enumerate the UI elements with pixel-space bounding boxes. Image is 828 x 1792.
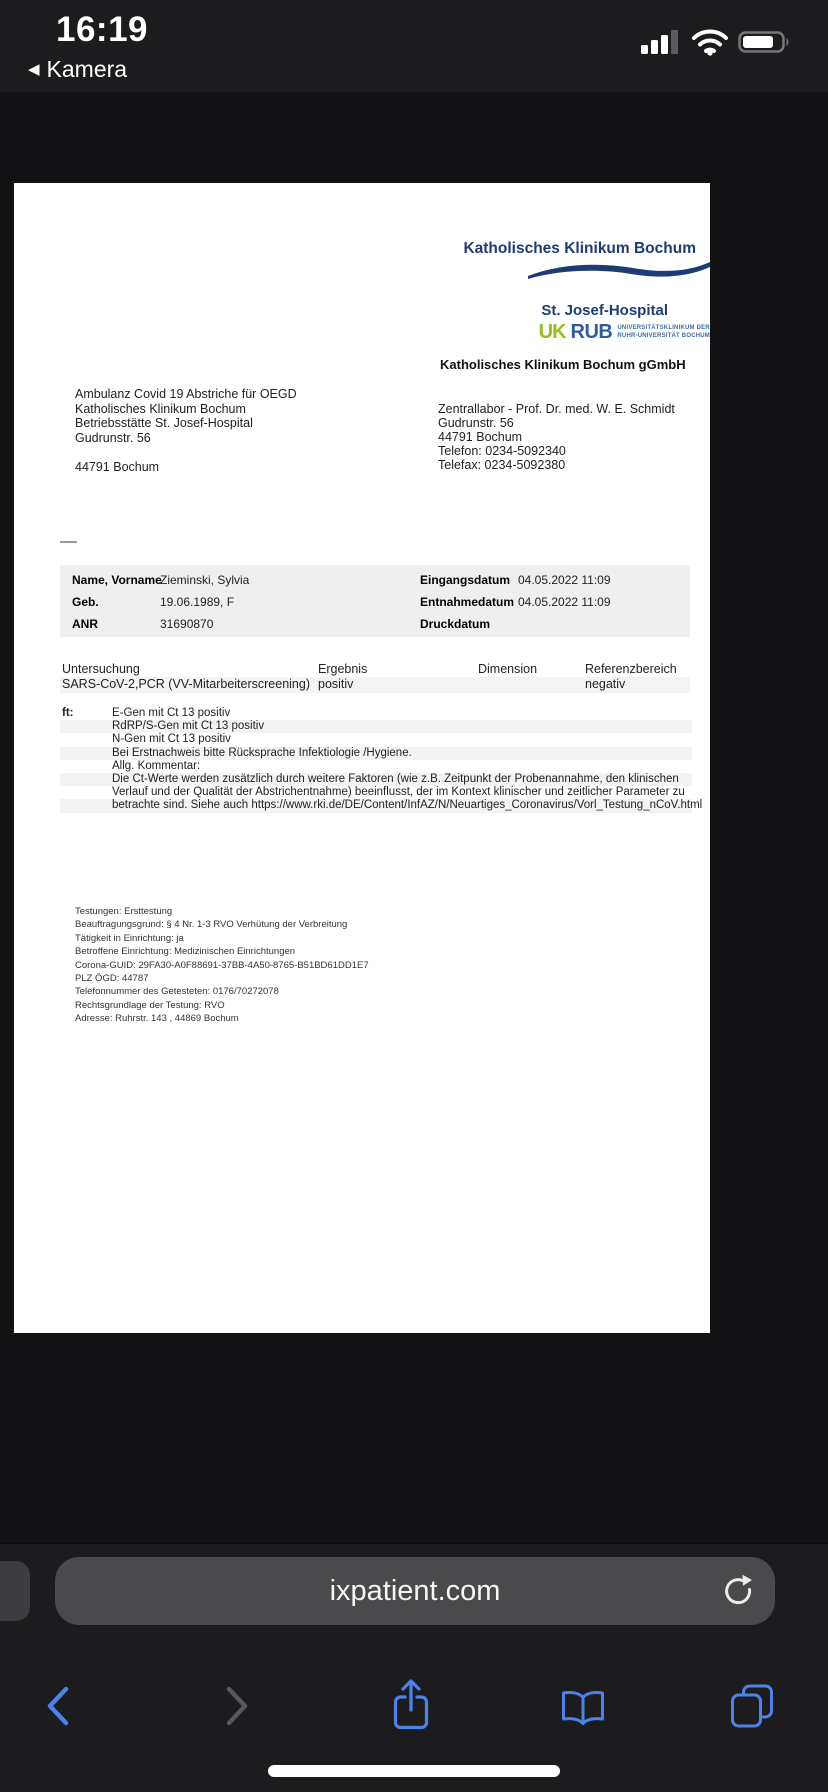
status-bar bbox=[0, 0, 828, 92]
back-to-app-icon: ◀ bbox=[28, 61, 40, 78]
patient-name-label: Name, Vorname bbox=[72, 573, 162, 587]
forward-button[interactable] bbox=[219, 1683, 255, 1729]
detail-line: Betroffene Einrichtung: Medizinischen Einrichtungen bbox=[75, 946, 296, 958]
hospital-name: St. Josef-Hospital bbox=[541, 302, 668, 319]
detail-line: Corona-GUID: 29FA30-A0F88691-37BB-4A50-8765-B51BD61DD1E7 bbox=[75, 959, 369, 971]
receipt-date-label: Eingangsdatum bbox=[420, 573, 511, 587]
col-referenzbereich: Referenzbereich bbox=[585, 662, 677, 676]
sample-date-label: Entnahmedatum bbox=[420, 595, 515, 609]
detail-line: Tätigkeit in Einrichtung: ja bbox=[75, 932, 184, 944]
rub-logo-text: RUB bbox=[570, 321, 613, 343]
detail-line: Testungen: Ersttestung bbox=[75, 906, 173, 917]
document-page bbox=[14, 183, 710, 1333]
uk-logo-text: UK bbox=[538, 321, 566, 343]
footnote-line: RdRP/S-Gen mit Ct 13 positiv bbox=[60, 720, 692, 733]
detail-line: Rechtsgrundlage der Testung: RVO bbox=[75, 999, 225, 1011]
patient-dob-value: 19.06.1989, F bbox=[160, 595, 235, 609]
detail-line: Adresse: Ruhrstr. 143 , 44869 Bochum bbox=[75, 1013, 239, 1025]
col-untersuchung: Untersuchung bbox=[62, 662, 140, 676]
share-button[interactable] bbox=[390, 1677, 432, 1731]
col-ergebnis: Ergebnis bbox=[318, 662, 368, 676]
patient-anr-value: 31690870 bbox=[160, 617, 214, 631]
footnote-line: Die Ct-Werte werden zusätzlich durch weitere Faktoren (wie z.B. Zeitpunkt der Probenannahme, den klinischen bbox=[60, 773, 692, 786]
patient-info-table bbox=[60, 565, 690, 637]
lab-address: Zentrallabor - Prof. Dr. med. W. E. Schmidt Gudrunstr. 56 44791 Bochum Telefon: 0234-5092340 Telefax: 0234-5092380 bbox=[438, 402, 675, 472]
clock: 16:19 bbox=[56, 10, 149, 49]
footnote-block bbox=[60, 707, 703, 813]
receipt-date-value: 04.05.2022 11:09 bbox=[518, 573, 611, 587]
back-to-app-label: Kamera bbox=[46, 56, 128, 82]
logo-swoosh bbox=[528, 260, 710, 286]
sender-address: Ambulanz Covid 19 Abstriche für OEGD Katholisches Klinikum Bochum Betriebsstätte St. Josef-Hospital Gudrunstr. 56 44791 Bochum bbox=[75, 387, 297, 474]
previous-tab-peek[interactable] bbox=[0, 1561, 30, 1621]
col-dimension: Dimension bbox=[478, 662, 538, 676]
footnote-line: E-Gen mit Ct 13 positiv bbox=[112, 707, 231, 719]
bookmarks-button[interactable] bbox=[557, 1687, 609, 1727]
wifi-icon bbox=[691, 28, 729, 56]
patient-name-value: Zieminski, Sylvia bbox=[160, 573, 250, 587]
detail-line: Telefonnummer des Getesteten: 0176/70272078 bbox=[75, 986, 279, 998]
result-test: SARS-CoV-2,PCR (VV-Mitarbeiterscreening) bbox=[62, 677, 310, 691]
safari-bottom-bar bbox=[0, 1543, 828, 1792]
footnote-line: Verlauf und der Qualität der Abstrichentnahme) beeinflusst, der im Kontext klinischer und zeitlicher Parameter zu bbox=[112, 786, 685, 799]
reload-icon[interactable] bbox=[721, 1574, 755, 1608]
tabs-button[interactable] bbox=[729, 1683, 775, 1729]
back-button[interactable] bbox=[40, 1683, 76, 1729]
result-value: positiv bbox=[318, 677, 354, 691]
test-details-block bbox=[75, 905, 369, 1026]
sample-date-value: 04.05.2022 11:09 bbox=[518, 595, 611, 609]
clinic-name: Katholisches Klinikum Bochum bbox=[463, 240, 696, 257]
logo-caption: UNIVERSITÄTSKLINIKUM DER RUHR-UNIVERSITÄT BOCHUM bbox=[617, 325, 710, 339]
footnote-line: Allg. Kommentar: bbox=[112, 759, 201, 772]
ukrub-logo bbox=[539, 321, 710, 344]
fold-mark bbox=[60, 541, 77, 543]
url-text: ixpatient.com bbox=[329, 1574, 501, 1607]
footnote-line: N-Gen mit Ct 13 positiv bbox=[112, 733, 231, 746]
home-indicator[interactable] bbox=[268, 1765, 560, 1777]
patient-anr-label: ANR bbox=[72, 617, 98, 631]
result-reference: negativ bbox=[585, 677, 626, 691]
detail-line: Beauftragungsgrund: § 4 Nr. 1-3 RVO Verhütung der Verbreitung bbox=[75, 919, 348, 931]
footnote-line: Bei Erstnachweis bitte Rücksprache Infektiologie /Hygiene. bbox=[60, 747, 692, 760]
result-row bbox=[60, 677, 690, 693]
battery-icon bbox=[738, 28, 794, 56]
patient-dob-label: Geb. bbox=[72, 595, 99, 609]
back-to-app-button[interactable] bbox=[28, 56, 127, 83]
footnote-label: ft: bbox=[62, 707, 74, 719]
url-bar[interactable] bbox=[55, 1557, 775, 1625]
cellular-signal-icon bbox=[640, 28, 682, 56]
footnote-line: betrachte sind. Siehe auch https://www.rki.de/DE/Content/InfAZ/N/Neuartiges_Coronavirus/Vorl_Testung_nCoV.html bbox=[60, 799, 692, 812]
detail-line: PLZ ÖGD: 44787 bbox=[75, 973, 149, 985]
company-name: Katholisches Klinikum Bochum gGmbH bbox=[440, 357, 686, 372]
print-date-label: Druckdatum bbox=[420, 617, 491, 631]
